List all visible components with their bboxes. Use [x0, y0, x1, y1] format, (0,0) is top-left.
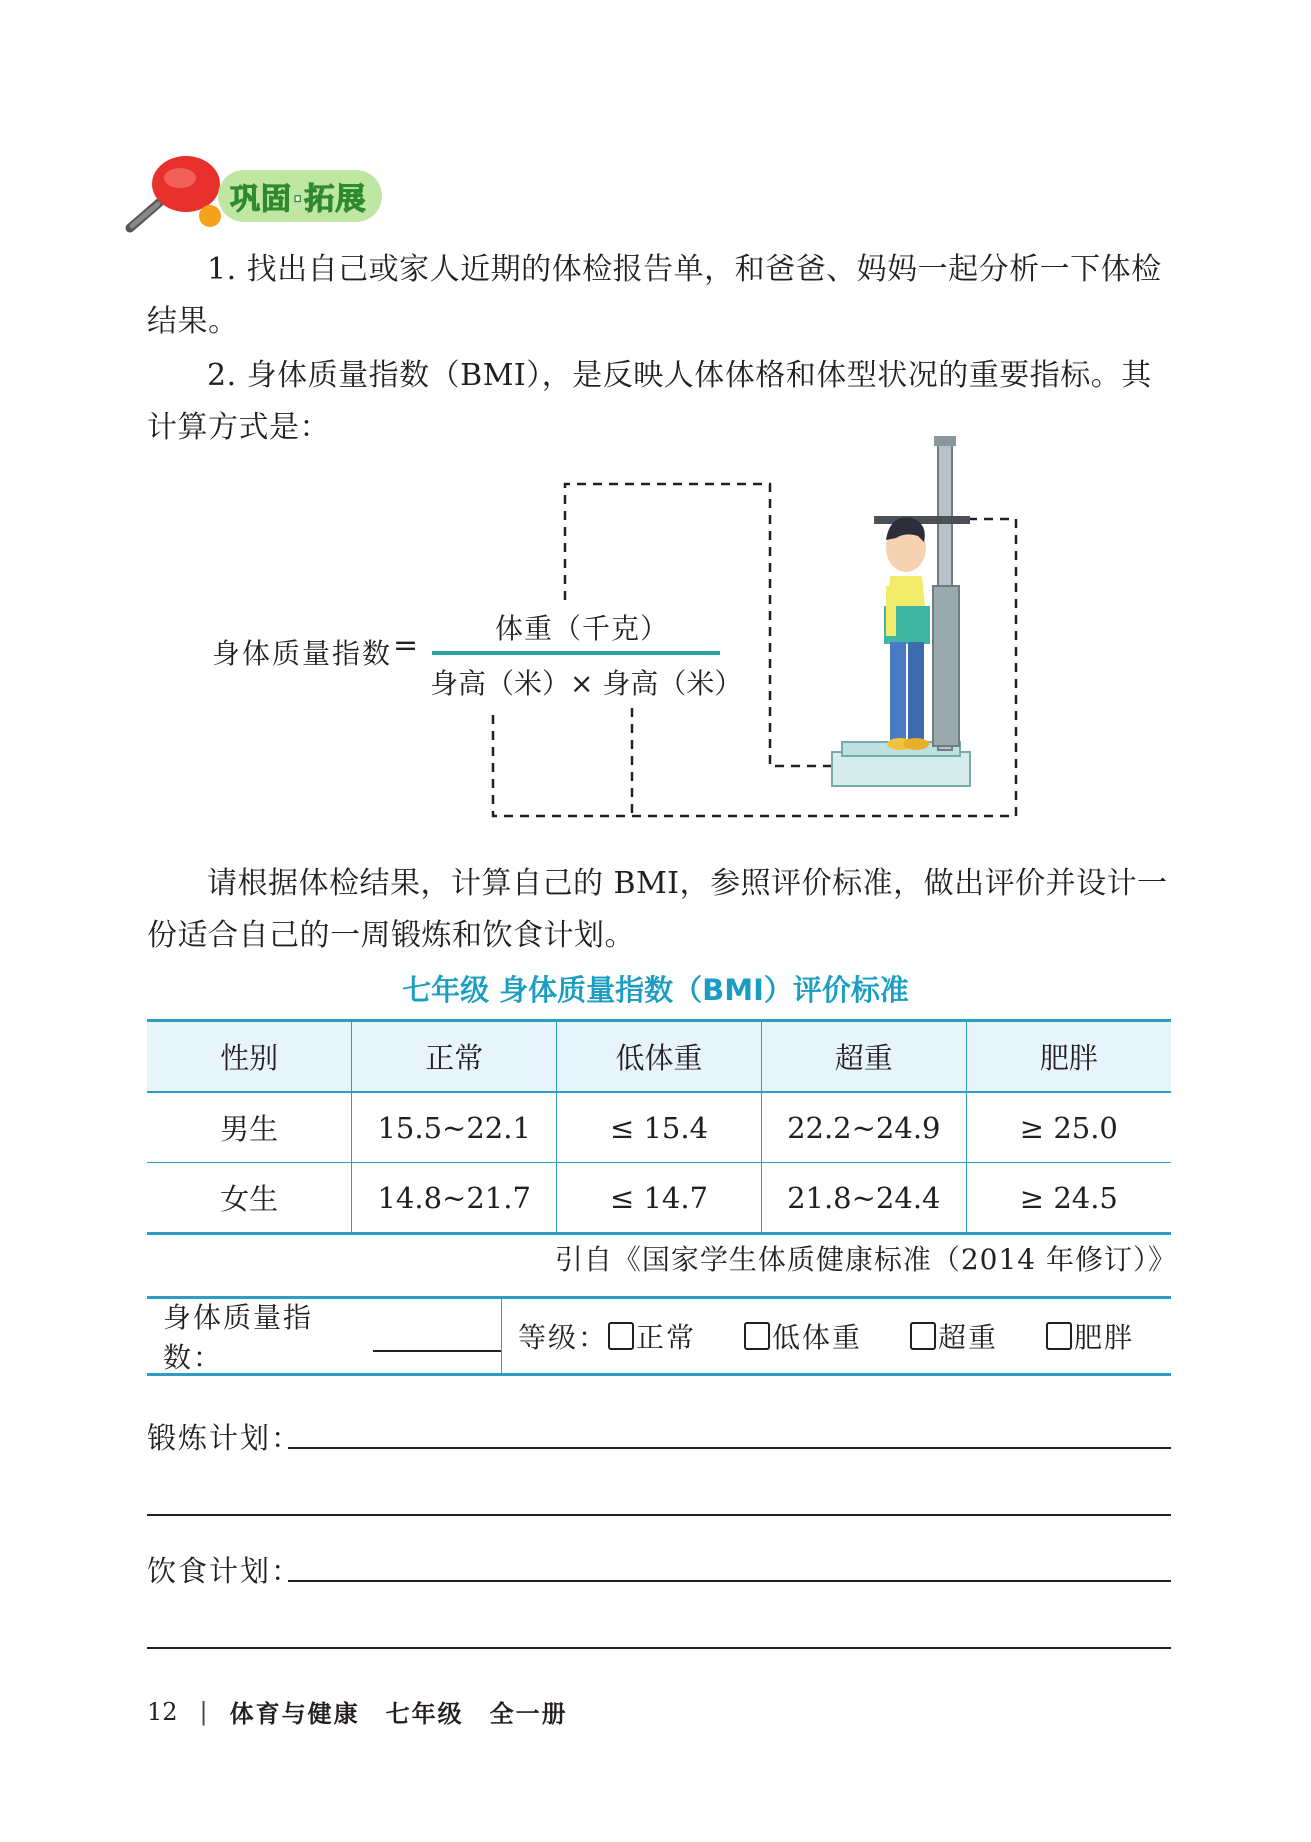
table-cell: 女生 — [147, 1163, 352, 1234]
table-cell: 22.2~24.9 — [761, 1092, 966, 1163]
table-cell: ≤ 15.4 — [557, 1092, 762, 1163]
footer-separator: | — [199, 1697, 208, 1726]
bmi-entry — [147, 1299, 502, 1373]
table-cell: 21.8~24.4 — [761, 1163, 966, 1234]
checkbox-icon[interactable] — [910, 1322, 936, 1350]
table-cell: 男生 — [147, 1092, 352, 1163]
option-label: 肥胖 — [1074, 1321, 1135, 1354]
checkbox-icon[interactable] — [608, 1322, 634, 1350]
exercise-plan-line-2[interactable] — [147, 1514, 1171, 1516]
diet-plan-line-1[interactable] — [288, 1580, 1171, 1582]
header-overweight: 超重 — [761, 1021, 966, 1093]
checkbox-icon[interactable] — [744, 1322, 770, 1350]
diet-plan-label: 饮食计划： — [147, 1554, 303, 1588]
section-title-badge: 巩固·拓展 — [218, 170, 382, 222]
formula-denominator: 身高（米）× 身高（米） — [430, 667, 743, 700]
paragraph-2: 2. 身体质量指数（BMI），是反映人体体格和体型状况的重要指标。其计算方式是： — [147, 358, 1152, 445]
page-footer — [147, 1694, 568, 1729]
grade-option-normal[interactable] — [608, 1316, 696, 1356]
grade-label: 等级： — [518, 1321, 609, 1354]
table-row — [147, 1163, 1171, 1234]
book-title: 体育与健康 七年级 全一册 — [229, 1700, 568, 1728]
page-number: 12 — [147, 1697, 178, 1726]
formula-equals: = — [393, 628, 419, 663]
exercise-plan-label: 锻炼计划： — [147, 1421, 303, 1455]
exercise-plan-line-1[interactable] — [288, 1447, 1171, 1449]
table-cell: ≤ 14.7 — [557, 1163, 762, 1234]
paragraph-3: 请根据体检结果，计算自己的 BMI，参照评价标准，做出评价并设计一份适合自己的一周锻炼和饮食计划。 — [147, 866, 1168, 953]
table-cell: ≥ 25.0 — [966, 1092, 1171, 1163]
formula-dashed-connectors — [0, 0, 1311, 900]
grade-option-obese[interactable] — [1046, 1316, 1134, 1356]
grade-option-overweight[interactable] — [910, 1316, 998, 1356]
bmi-standard-table — [147, 1019, 1171, 1235]
formula-label: 身体质量指数 — [212, 637, 393, 670]
bmi-entry-label: 身体质量指数： — [163, 1301, 314, 1374]
table-cell: ≥ 24.5 — [966, 1163, 1171, 1234]
paragraph-1: 1. 找出自己或家人近期的体检报告单，和爸爸、妈妈一起分析一下体检结果。 — [147, 252, 1162, 339]
option-label: 低体重 — [772, 1321, 863, 1354]
table-cell: 15.5~22.1 — [352, 1092, 557, 1163]
evaluation-row — [147, 1296, 1171, 1376]
bmi-blank-field[interactable] — [373, 1320, 501, 1352]
table-row — [147, 1092, 1171, 1163]
student-on-scale-illustration — [820, 436, 980, 796]
table-header-row — [147, 1021, 1171, 1093]
header-obese: 肥胖 — [966, 1021, 1171, 1093]
option-label: 正常 — [636, 1321, 697, 1354]
checkbox-icon[interactable] — [1046, 1322, 1072, 1350]
option-label: 超重 — [938, 1321, 999, 1354]
diet-plan-line-2[interactable] — [147, 1647, 1171, 1649]
table-cell: 14.8~21.7 — [352, 1163, 557, 1234]
grade-option-underweight[interactable] — [744, 1316, 862, 1356]
header-gender: 性别 — [147, 1021, 352, 1093]
grade-selection — [502, 1316, 1171, 1356]
header-underweight: 低体重 — [557, 1021, 762, 1093]
table-source-citation: 引自《国家学生体质健康标准（2014 年修订）》 — [554, 1243, 1177, 1276]
header-normal: 正常 — [352, 1021, 557, 1093]
formula-numerator: 体重（千克） — [495, 612, 670, 645]
fraction-line — [432, 651, 720, 655]
table-title: 七年级 身体质量指数（BMI）评价标准 — [402, 973, 909, 1007]
